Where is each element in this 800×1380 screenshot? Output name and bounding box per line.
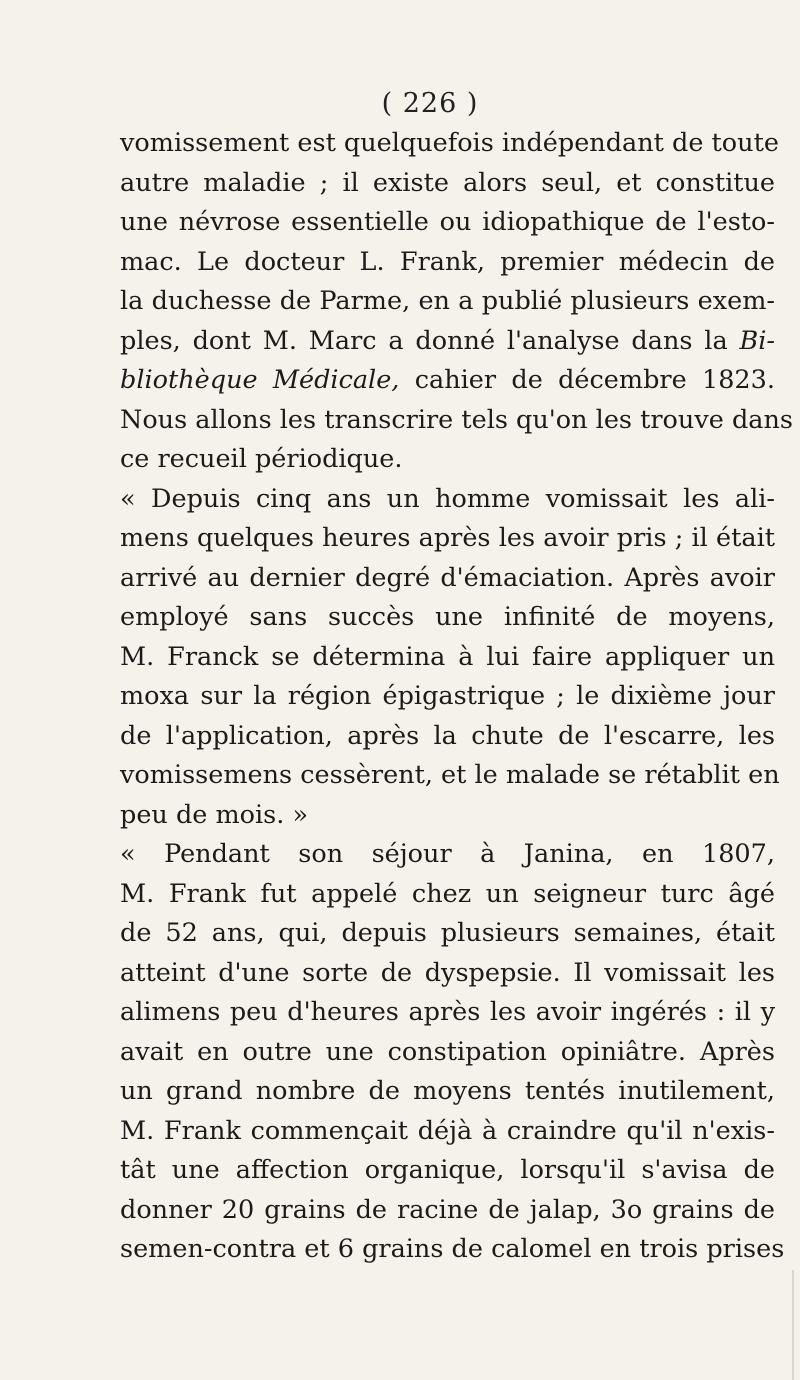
text-line: M. Frank commençait déjà à craindre qu'il n'exis- [120, 1115, 775, 1146]
body-text [120, 124, 793, 1270]
text-line: mens quelques heures après les avoir pris ; il était [120, 523, 775, 553]
page-number: ( 226 ) [381, 88, 479, 119]
text-line: vomissement est quelquefois indépendant de toute [120, 128, 779, 158]
text-line: ce recueil périodique. [120, 444, 403, 474]
text-line: peu de mois. » [120, 799, 309, 830]
text-line: autre maladie ; il existe alors seul, et constitue [120, 167, 775, 198]
text-line: de l'application, après la chute de l'escarre, les [120, 720, 775, 751]
text-line-with-title [120, 322, 775, 362]
text-line: tât une affection organique, lorsqu'il s'avisa de [120, 1155, 775, 1185]
text-line: avait en outre une constipation opiniâtre. Après [120, 1036, 775, 1067]
text-line: « Pendant son séjour à Janina, en 1807, [120, 839, 775, 869]
text-line: employé sans succès une infinité de moyens, [120, 602, 775, 632]
text-line: M. Frank fut appelé chez un seigneur turc âgé [120, 878, 775, 909]
text-line: atteint d'une sorte de dyspepsie. Il vomissait les [120, 957, 775, 988]
text-line: M. Franck se détermina à lui faire appliquer un [120, 641, 775, 672]
text-fragment: cahier de décembre 1823. [414, 365, 775, 395]
text-line-with-title [120, 361, 775, 401]
text-line: un grand nombre de moyens tentés inutilement, [120, 1076, 775, 1106]
text-line: une névrose essentielle ou idiopathique de l'esto- [120, 207, 775, 237]
text-line: arrivé au dernier degré d'émaciation. Après avoir [120, 562, 775, 593]
text-line: vomissemens cessèrent, et le malade se rétablit en [120, 760, 780, 790]
text-line: mac. Le docteur L. Frank, premier médecin de [120, 246, 775, 277]
text-line: « Depuis cinq ans un homme vomissait les ali- [120, 483, 775, 514]
journal-title-fragment: Bi- [739, 325, 775, 356]
page-edge-shadow [792, 1270, 794, 1380]
text-line: alimens peu d'heures après les avoir ingérés : il y [120, 997, 775, 1027]
text-line: donner 20 grains de racine de jalap, 3o grains de [120, 1194, 775, 1225]
text-line: moxa sur la région épigastrique ; le dixième jour [120, 681, 775, 711]
text-line: semen-contra et 6 grains de calomel en trois prises [120, 1234, 785, 1264]
text-line: de 52 ans, qui, depuis plusieurs semaines, était [120, 918, 775, 948]
journal-title: bliothèque Médicale, [120, 365, 400, 395]
text-line: Nous allons les transcrire tels qu'on les trouve dans [120, 404, 793, 435]
text-line: la duchesse de Parme, en a publié plusieurs exem- [120, 286, 775, 316]
text-fragment: ples, dont M. Marc a donné l'analyse dans la [120, 325, 728, 356]
